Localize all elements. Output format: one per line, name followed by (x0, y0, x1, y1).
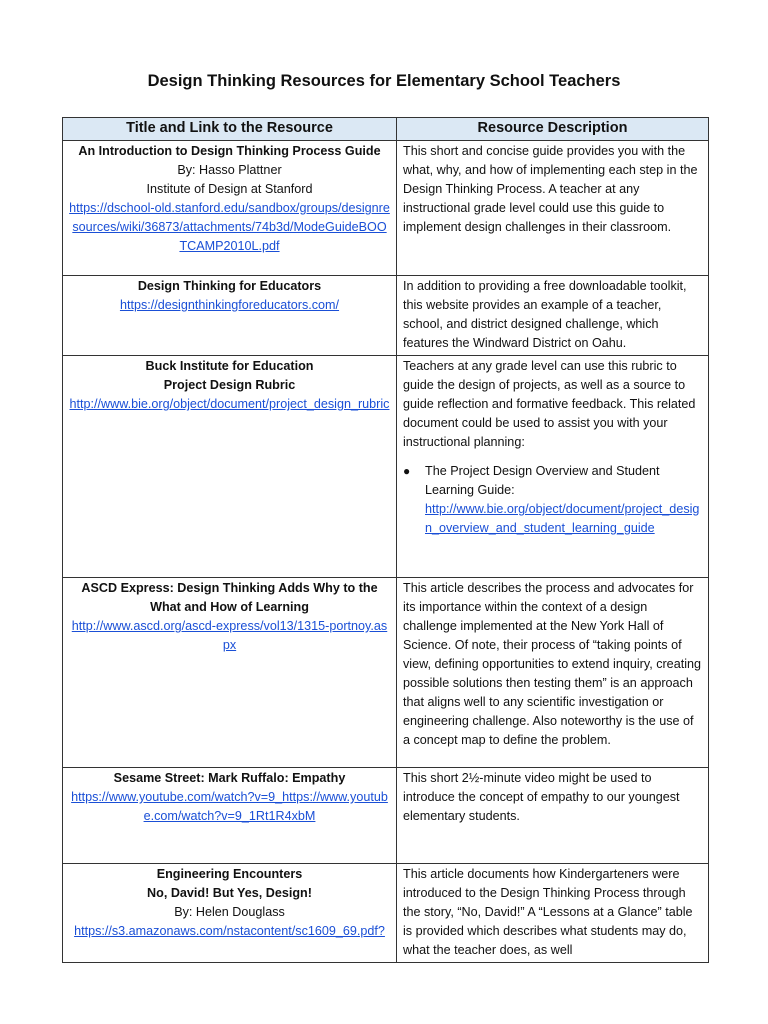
resource-cell (63, 356, 397, 578)
resource-description: This article describes the process and advocates for its importance within the context of a design challenge implemented at the New York Hall of Science. Of note, their process of “taking points of view, defining opportunities to extend inquiry, creating possible solutions then testing them” is an approach that aligns well to any scientific investigation or engineering challenge. Also noteworthy is the use of a concept map to define the problem. (403, 581, 702, 747)
bullet-text: The Project Design Overview and Student Learning Guide: (425, 464, 660, 497)
bullet-dot-icon: ● (403, 464, 411, 478)
resource-description: This short 2½-minute video might be used to introduce the concept of empathy to our youngest elementary students. (403, 771, 680, 823)
table-header-row (63, 118, 709, 141)
resource-title: Engineering Encounters (156, 867, 303, 881)
description-cell (397, 356, 709, 578)
column-header-title: Title and Link to the Resource (63, 118, 397, 141)
table-row (63, 864, 709, 963)
resource-author: By: Hasso Plattner (177, 163, 282, 177)
column-header-description: Resource Description (397, 118, 709, 141)
resource-link[interactable]: http://www.ascd.org/ascd-express/vol13/1315-portnoy.aspx (71, 619, 388, 652)
resources-table (62, 117, 709, 963)
resource-subtitle: Project Design Rubric (163, 378, 296, 392)
resource-cell (63, 768, 397, 864)
resource-link[interactable]: https://s3.amazonaws.com/nstacontent/sc1609_69.pdf? (74, 924, 385, 938)
description-cell (397, 141, 709, 276)
page-title: Design Thinking Resources for Elementary School Teachers (147, 72, 621, 90)
resource-cell (63, 276, 397, 356)
resource-title: Buck Institute for Education (145, 359, 314, 373)
bullet-item (403, 462, 702, 538)
resource-title: ASCD Express: Design Thinking Adds Why to the What and How of Learning (81, 581, 378, 614)
description-cell (397, 768, 709, 864)
resource-institution: Institute of Design at Stanford (146, 182, 313, 196)
resource-description: Teachers at any grade level can use this rubric to guide the design of projects, as well as a source to guide reflection and formative feedback. This related document could be used to assist you with your instructional planning: (403, 359, 696, 449)
table-row (63, 578, 709, 768)
resource-link[interactable]: https://designthinkingforeducators.com/ (119, 298, 340, 312)
description-cell (397, 864, 709, 963)
description-cell (397, 578, 709, 768)
bullet-link[interactable]: http://www.bie.org/object/document/project_design_overview_and_student_learning_guide (425, 502, 700, 535)
resource-cell (63, 141, 397, 276)
resource-author: By: Helen Douglass (174, 905, 285, 919)
resource-link[interactable]: https://dschool-old.stanford.edu/sandbox/groups/designresources/wiki/36873/attachments/74b3d/ModeGuideBOOTCAMP2010L.pdf (69, 201, 390, 253)
resource-title: Sesame Street: Mark Ruffalo: Empathy (113, 771, 346, 785)
resource-link[interactable]: https://www.youtube.com/watch?v=9_https://www.youtube.com/watch?v=9_1Rt1R4xbM (71, 790, 388, 823)
table-row (63, 276, 709, 356)
resource-title: Design Thinking for Educators (137, 279, 322, 293)
resource-title: An Introduction to Design Thinking Process Guide (78, 144, 381, 158)
table-row (63, 356, 709, 578)
table-row (63, 141, 709, 276)
resource-description: This short and concise guide provides you with the what, why, and how of implementing each step in the Design Thinking Process. A teacher at any instructional grade level could use this guide to implement design challenges in their classroom. (403, 144, 698, 234)
description-cell (397, 276, 709, 356)
resource-description: In addition to providing a free downloadable toolkit, this website provides an example of a teacher, school, and district designed challenge, which features the Windward District on Oahu. (403, 279, 687, 350)
resource-link[interactable]: http://www.bie.org/object/document/project_design_rubric (69, 397, 390, 411)
table-row (63, 768, 709, 864)
resource-description: This article documents how Kindergarteners were introduced to the Design Thinking Process through the story, “No, David!” A “Lessons at a Glance” table is provided which describes what students may do, what the teacher does, as well (403, 867, 693, 957)
resource-cell (63, 864, 397, 963)
resource-subtitle: No, David! But Yes, Design! (147, 886, 312, 900)
resource-cell (63, 578, 397, 768)
